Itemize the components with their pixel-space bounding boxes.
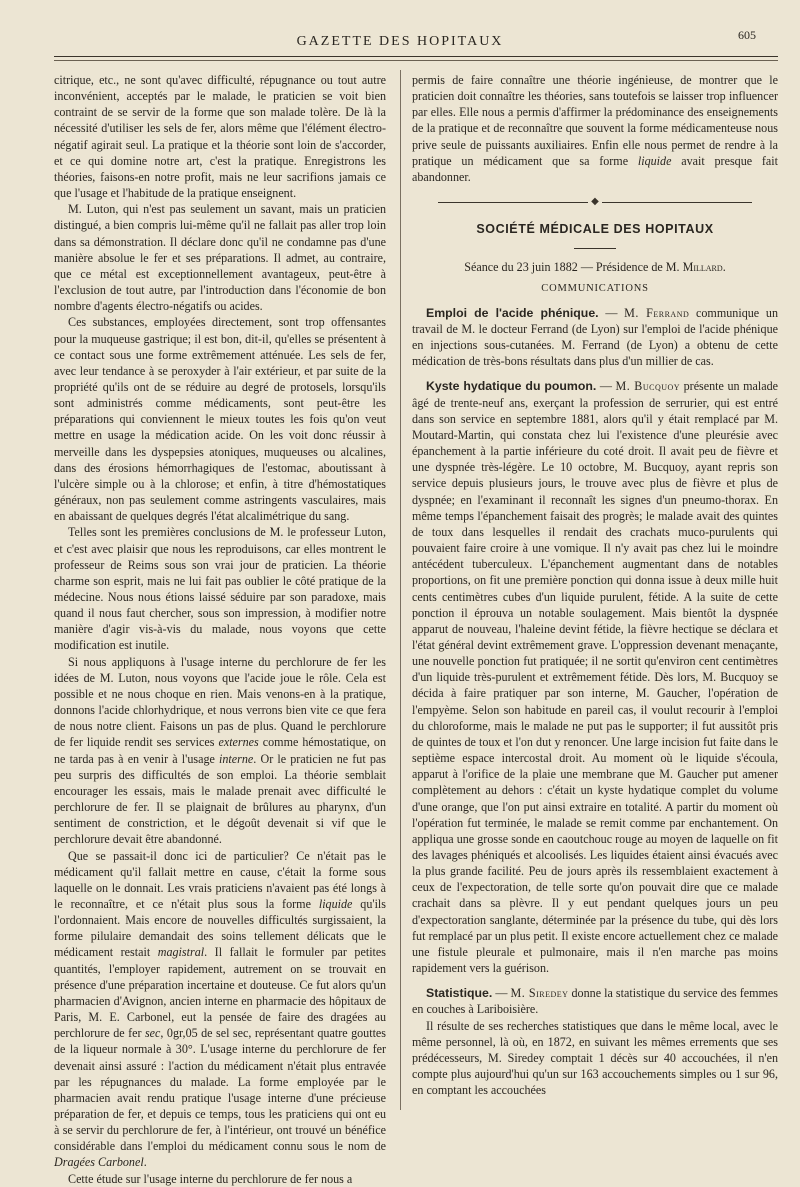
italic-text: externes bbox=[218, 735, 259, 750]
communications-heading: COMMUNICATIONS bbox=[541, 282, 649, 294]
text-run: avait presque fait abandonner. bbox=[412, 153, 778, 184]
text-run: donne la statistique du service des femmes en couches à Lariboisière. bbox=[412, 986, 779, 1017]
entry-paragraph bbox=[412, 378, 778, 976]
page-number: 605 bbox=[738, 28, 756, 42]
running-head: GAZETTE DES HOPITAUX bbox=[296, 34, 504, 49]
section-rule bbox=[574, 248, 616, 249]
header-rule bbox=[54, 56, 778, 57]
text-run: — bbox=[598, 305, 625, 320]
text-run: . bbox=[143, 1155, 147, 1170]
text-run: Séance du 23 juin 1882 — Présidence de M. bbox=[464, 259, 683, 274]
entry-author: M. Ferrand bbox=[624, 305, 690, 320]
paragraph: Telles sont les premières conclusions de M. le professeur Luton, et c'est avec plaisir que nous les reproduisons, car elles montrent le professeur de Reims sous son vrai jour de praticien. La théorie charme son esprit, mais ne lui fait pas oublier le côté pratique de la médecine. Nous nous étions laissé séduire par son paradoxe, mais quand il nous faut chercher, sous son impression, à modifier notre manière d'agir vis-à-vis du malade, nous voyons que cette modification est inutile. bbox=[54, 525, 386, 653]
italic-text: interne bbox=[219, 751, 254, 766]
paragraph bbox=[54, 654, 386, 848]
text-run: qu'ils l'ordonnaient. Mais encore de nouvelles difficultés surgissaient, la forme pilulaire demandait des soins tellement délicats que le médicament restait bbox=[54, 896, 386, 960]
text-run: . Or le praticien ne fut pas peu surpris des difficultés de son emploi. La théorie semblait encourager les essais, mais le malade prenait avec difficulté le perchlorure de fer. Il se plaignait de brûlures au pharynx, d'un sentiment de constriction, et le dégoût devenait si vif que le perchlorure devait être abandonné. bbox=[54, 751, 386, 847]
paragraph: Cette étude sur l'usage interne du perchlorure de fer nous a bbox=[68, 1171, 353, 1186]
left-column bbox=[54, 72, 386, 1187]
right-column bbox=[412, 72, 778, 1098]
text-run: permis de faire connaître une théorie ingénieuse, de montrer que le praticien doit connaître les théories, sans toutefois se laisser trop influencer par elles. Elle nous a permis d'affirmer la prédominance des enseignements de la pratique et de reconnaître que souvent la forme médicamenteuse nous prive seule de puissants auxiliaires. Enfin elle nous permet de rendre à la pratique un médicament que sa forme bbox=[412, 73, 778, 168]
text-run: comme hémostatique, on ne tarda pas à en venir à l'usage bbox=[54, 735, 386, 766]
text-run: communique un travail de M. le docteur Ferrand (de Lyon) sur l'emploi de l'acide phénique en injections sous-cutanées. M. Ferrand (de Lyon) a obtenu de cette médication de très-bons résultats dans plus d'un millier de cas. bbox=[412, 305, 778, 369]
text-run: présente un malade âgé de trente-neuf ans, exerçant la profession de serrurier, qui est entré dans son service en septembre 1881, alors qu'il y était remplacé par M. Moutard-Martin, qui constata chez lui l'existence d'une pleurésie avec épanchement à la partie inférieure du coté droit. Il avait peu de fièvre et une dyspnée très-légère. Le 10 octobre, M. Bucquoy, ayant repris son service depuis plusieurs jours, le trouve avec plus de fièvre et plus de dyspnée; en l'examinant il reconnaît les signes d'un pneumo-thorax. En même temps l'épanchement faisait des progrès; le malade avait des quintes de toux dans lesquelles il rendait des crachats muco-purulents qui pouvaient faire croire à une vomique. Il n'y avait pas chez lui le moindre antécédent tuberculeux. L'épanchement augmentant dans de notables proportions, on fit une première ponction qui donna issue à deux mille huit cents centimètres cubes d'un liquide purulent, fétide. A la suite de cette ponction il éprouva un notable soulagement. Mais bientôt la dyspnée apparut de nouveau, l'haleine devint fétide, la fièvre hectique se déclara et l'état général devint extrêmement grave. L'oppression devenant menaçante, une nouvelle ponction fut pratiquée; il ne sortit qu'environ cent centimètres d'un liquide très-purulent et extrêmement fétide. Dès lors, M. Bucquoy se décida à faire pratiquer par son interne, M. Gaucher, l'opération de l'empyème. Selon son habitude en pareil cas, il voulut recourir à l'emploi du chloroforme, mais le malade ne put pas le supporter; il fut aussitôt pris de quintes de toux et l'on dut y renoncer. Une large incision fut faite dans le septième espace intercostal droit. Au moment où le liquide s'écoula, apparut à l'orifice de la plaie une membrane que M. Gaucher put amener complètement au dehors : c'était un kyste hydatique complet du volume d'une orange, que l'on put ainsi extraire en totalité. A partir du moment où l'opération fut terminée, le malade se remit comme par enchantement. On appliqua une grosse sonde en caoutchouc rouge au moyen de laquelle on fit des lavages phéniqués et alcoolisés. Les liquides étaient ainsi évacués avec la plus grande facilité. Peu de jours après ils ressemblaient exactement à ceux de l'expectoration, de telle sorte qu'on pouvait dire que ce malade crachait dans sa plèvre. Il y eut pendant quelques jours un peu d'expectoration sanglante, déterminée par la présence du tube, qui dès lors fut remplacé par un plus petit. Il existe encore actuellement chez ce malade une fistule pleurale et pulmonaire, mais il n'en marche pas moins rapidement vers la guérison. bbox=[412, 379, 778, 976]
paragraph: Il résulte de ses recherches statistiques que dans le même local, avec le même personnel, là où, en 1872, en suivant les mêmes errements que ses prédécesseurs, M. Siredey comptait 1 décès sur 40 accouchées, il n'en compte plus aujourd'hui qu'un sur 163 accouchements simples ou 1 sur 96, en comptant les accouchées bbox=[412, 1018, 778, 1098]
session-line bbox=[412, 259, 778, 275]
text-run: Que se passait-il donc ici de particulier? Ce n'était pas le médicament qu'il fallait mettre en cause, c'était la forme sous laquelle on le donnait. Les vrais praticiens n'avaient pas été longs à le reconnaître, et ce n'était plus sous la forme bbox=[54, 848, 386, 911]
italic-text: Dragées Carbonel bbox=[54, 1155, 144, 1170]
paragraph: M. Luton, qui n'est pas seulement un savant, mais un praticien distingué, a bien compris lui-même qu'il ne fallait pas aller trop loin dans sa démonstration. Il déclare donc qu'il ne condamne pas d'une manière absolue le fer et ses préparations. Il admet, au contraire, que ce métal est exceptionnellement avantageux, peut-être à l'exclusion de tout autre, par l'introduction dans l'économie de bon nombre d'agents électro-négatifs ou acides. bbox=[54, 202, 386, 314]
italic-text: sec bbox=[144, 1026, 161, 1041]
entry-author: M. Bucquoy bbox=[615, 379, 681, 394]
entry-title: Emploi de l'acide phénique. bbox=[426, 305, 599, 320]
column-divider bbox=[400, 70, 401, 1110]
paragraph bbox=[412, 72, 778, 185]
entry-paragraph bbox=[412, 305, 778, 370]
president-name: Millard bbox=[682, 259, 723, 274]
paragraph bbox=[54, 848, 386, 1171]
text-run: . Il fallait le formuler par petites quantités, l'employer rapidement, autrement on se trouvait en présence d'une préparation incertaine et douteuse. Ce fut alors qu'un pharmacien d'Avignon, ancien interne en pharmacie des hôpitaux de Paris, M. E. Carbonel, eut la pensée de faire des dragées au perchlorure de fer bbox=[54, 945, 386, 1041]
entry-paragraph bbox=[412, 985, 778, 1017]
entry-title: Statistique. bbox=[426, 986, 493, 1001]
entry-title: Kyste hydatique du poumon. bbox=[426, 379, 597, 394]
text-run: , 0gr,05 de sel sec, représentant quatre gouttes de la liqueur normale à 30°. L'usage interne du perchlorure de fer devenait ainsi assuré : l'action du médicament n'était plus entravée par les répugnances du malade. La forme employée par le pharmacien avait rendu pratique l'usage interne d'une précieuse préparation de fer, et depuis ce temps, tous les praticiens qui ont eu à se servir du perchlorure de fer, à l'intérieur, ont trouvé un bénéfice considérable dans l'emploi du médicament connu sous le nom de bbox=[54, 1026, 387, 1154]
text-run: . bbox=[722, 259, 726, 274]
paragraph: citrique, etc., ne sont qu'avec difficulté, répugnance ou tout autre inconvénient, acceptés par le malade, le praticien se voit bien contraint de se servir de la forme que son malade tolère. De là la nécessité d'utiliser les sels de fer, alors même que l'élément électro-négatif agirait seul. La pratique et la théorie sont loin de s'accorder, et ce qui domine notre art, c'est la pratique. Enregistrons les théories, faisons-en notre profit, mais ne leur sacrifions jamais ce que l'usage et l'habitude de la pratique enseignent. bbox=[54, 73, 386, 201]
italic-text: magistral bbox=[157, 945, 205, 960]
text-run: — bbox=[596, 379, 616, 394]
entry-author: M. Siredey bbox=[510, 986, 569, 1001]
italic-text: liquide bbox=[637, 153, 672, 168]
text-run: Si nous appliquons à l'usage interne du perchlorure de fer les idées de M. Luton, nous voyons que l'acide joue le rôle. Cela est possible et ne nous choque en rien. Mais venons-en à la pratique, donnons l'acide chlorhydrique, et nous verrons bien vite ce que fera de nous notre client. Faisons un pas de plus. Quand le perchlorure de fer liquide rendit ses services bbox=[54, 654, 386, 750]
paragraph: Ces substances, employées directement, sont trop offensantes pour la muqueuse gastrique; il est bon, dit-il, qu'elles se présentent à ce contact sous une forme extrêmement atténuée. Les sels de fer, avec leur tendance à se peroxyder à l'air extérieur, et par suite de la propriété qu'ils ont de se réduire au degré de protosels, lorsqu'ils sont administrés comme médicaments, sont peut-être les préparations qui conviennent le mieux toutes les fois qu'on veut mettre en usage la médication acide. On les voit donc réussir à merveille dans les dyspepsies atoniques, muqueuses ou alcalines, dans des érosions hémorrhagiques de l'estomac, aboutissant à l'ulcère simple ou à la chlorose; et enfin, à titre d'hémostatiques généraux, non pas seulement comme astringents vasculaires, mais en abaissant de quelques degrés l'état alcalimétrique du sang. bbox=[54, 315, 386, 524]
italic-text: liquide bbox=[318, 896, 353, 911]
header-rule-secondary bbox=[54, 60, 778, 61]
ornament-divider: ◆ bbox=[412, 195, 778, 209]
text-run: — bbox=[492, 986, 511, 1001]
section-title: SOCIÉTÉ MÉDICALE DES HOPITAUX bbox=[476, 222, 714, 237]
